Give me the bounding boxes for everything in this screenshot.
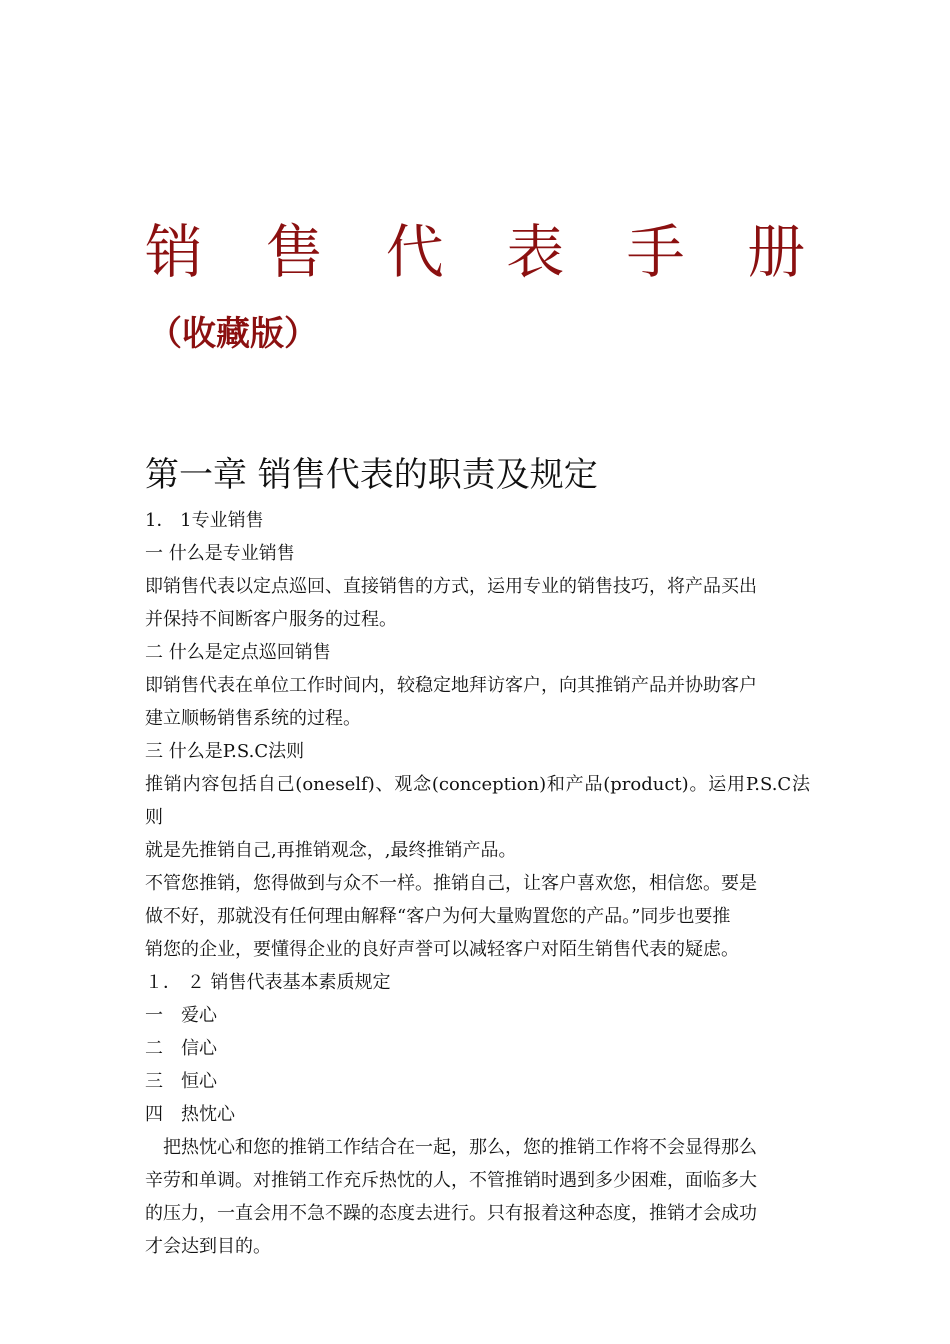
question-heading: 一 什么是专业销售 xyxy=(145,543,295,564)
paragraph-line: 才会达到目的。 xyxy=(145,1236,271,1257)
paragraph-line: 就是先推销自己,再推销观念，,最终推销产品。 xyxy=(145,840,517,861)
paragraph-line: 即销售代表以定点巡回、直接销售的方式，运用专业的销售技巧，将产品买出 xyxy=(145,576,757,597)
section-heading: １． ２ 销售代表基本素质规定 xyxy=(145,972,391,993)
section-heading: 1． 1专业销售 xyxy=(145,510,264,531)
list-item: 四 热忱心 xyxy=(145,1104,235,1125)
document-body xyxy=(145,450,810,1263)
paragraph-line: 做不好，那就没有任何理由解释“客户为何大量购置您的产品。”同步也要推 xyxy=(145,906,731,927)
paragraph-line: 销您的企业，要懂得企业的良好声誉可以减轻客户对陌生销售代表的疑虑。 xyxy=(145,939,739,960)
question-heading: 二 什么是定点巡回销售 xyxy=(145,642,331,663)
paragraph-line: 建立顺畅销售系统的过程。 xyxy=(145,708,361,729)
question-heading: 三 什么是P.S.C法则 xyxy=(145,741,305,762)
paragraph-line: 辛劳和单调。对推销工作充斥热忱的人，不管推销时遇到多少困难，面临多大 xyxy=(145,1170,757,1191)
paragraph-line: 把热忱心和您的推销工作结合在一起，那么，您的推销工作将不会显得那么 xyxy=(163,1137,757,1158)
chapter-heading: 第一章 销售代表的职责及规定 xyxy=(145,455,598,495)
paragraph-line: 推销内容包括自己(oneself)、观念(conception)和产品(product)。运用P.S.C法则 xyxy=(145,774,810,828)
paragraph-line: 并保持不间断客户服务的过程。 xyxy=(145,609,397,630)
list-item: 三 恒心 xyxy=(145,1071,217,1092)
document-subtitle: （收藏版） xyxy=(148,314,318,354)
paragraph-line: 的压力，一直会用不急不躁的态度去进行。只有报着这种态度，推销才会成功 xyxy=(145,1203,757,1224)
list-item: 二 信心 xyxy=(145,1038,217,1059)
paragraph-line: 不管您推销，您得做到与众不一样。推销自己，让客户喜欢您，相信您。要是 xyxy=(145,873,757,894)
document-title: 销 售 代 表 手 册 xyxy=(144,218,828,286)
list-item: 一 爱心 xyxy=(145,1005,217,1026)
paragraph-line: 即销售代表在单位工作时间内，较稳定地拜访客户，向其推销产品并协助客户 xyxy=(145,675,757,696)
